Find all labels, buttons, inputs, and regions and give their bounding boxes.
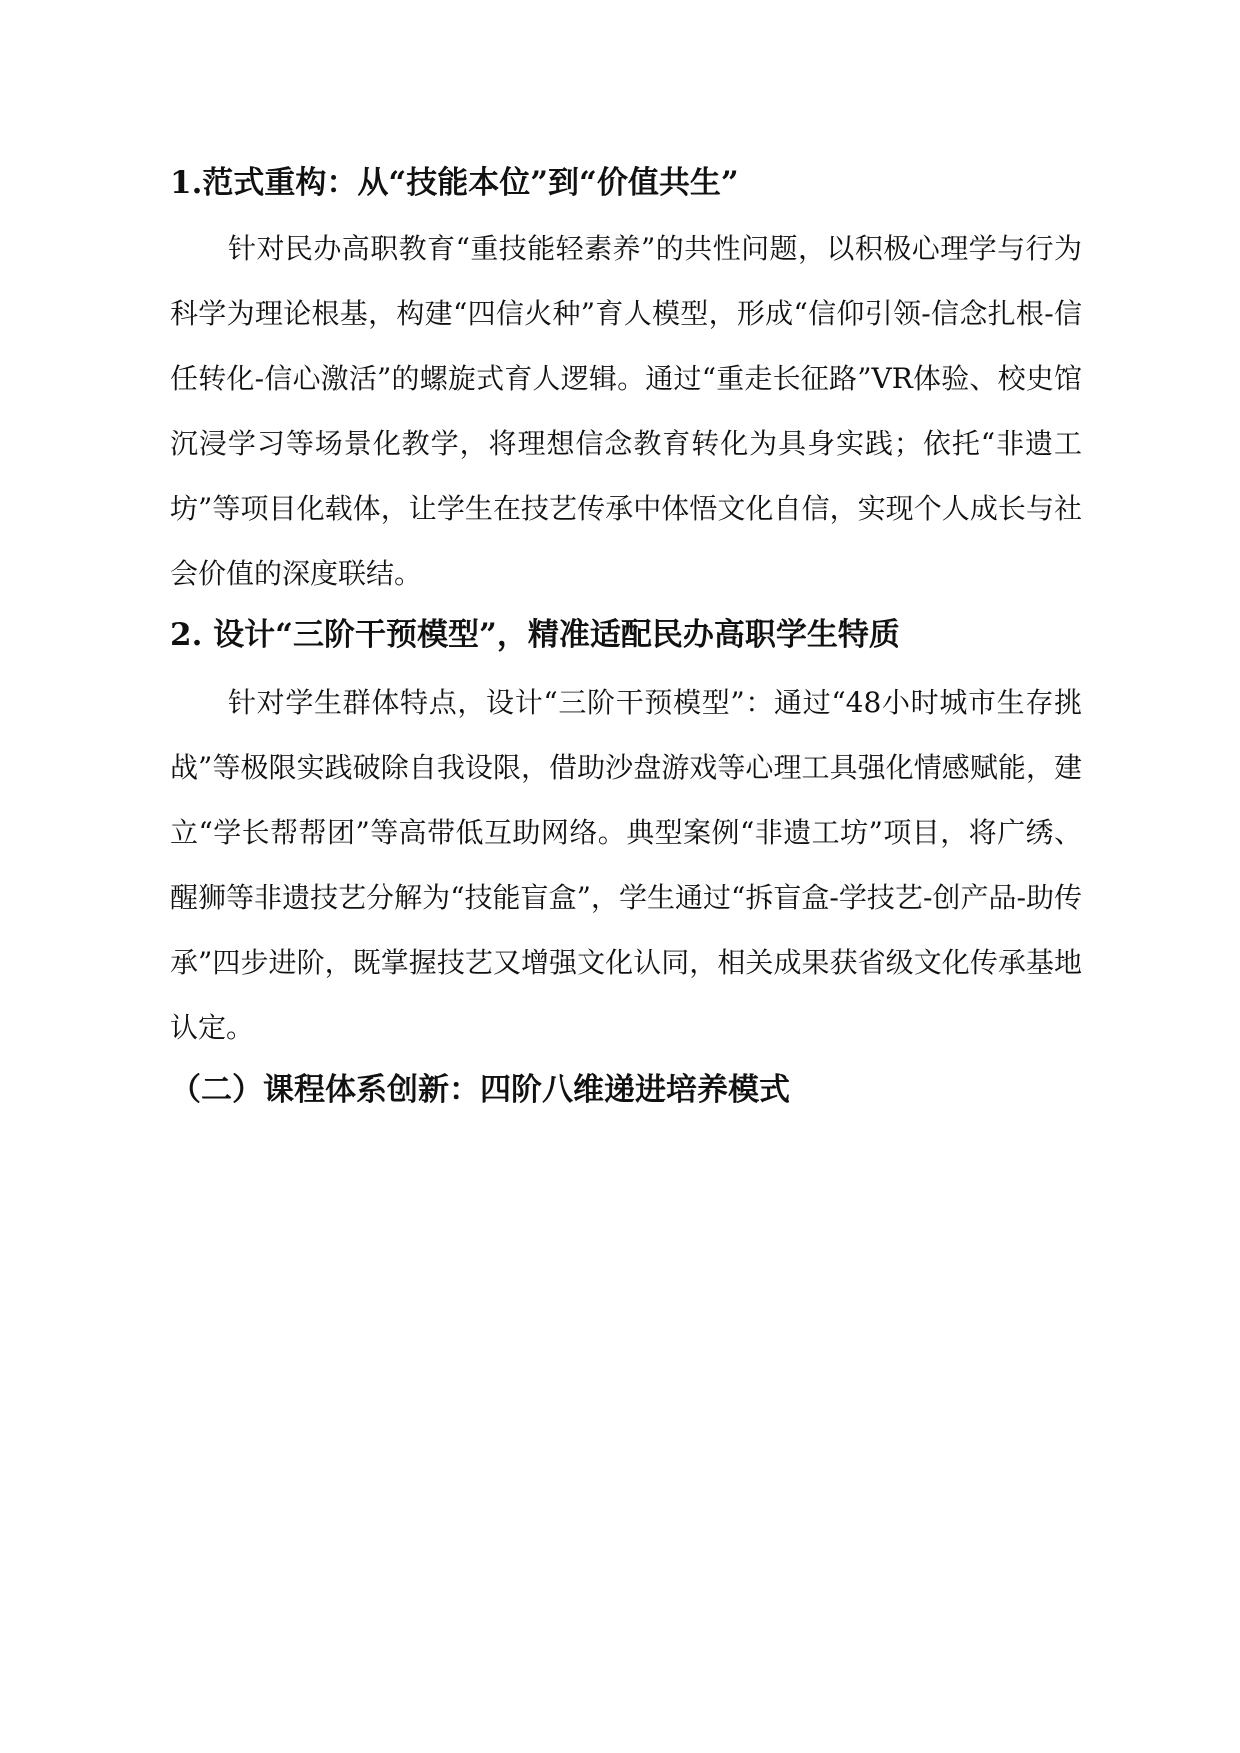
body-paragraph-1: 针对民办高职教育“重技能轻素养”的共性问题，以积极心理学与行为科学为理论根基，构建“四信火种”育人模型，形成“信仰引领-信念扎根-信任转化-信心激活”的螺旋式育人逻辑。通过“重走长征路”VR体验、校史馆沉浸学习等场景化教学，将理想信念教育转化为具身实践；依托“非遗工坊”等项目化载体，让学生在技艺传承中体悟文化自信，实现个人成长与社会价值的深度联结。 xyxy=(170,232,1082,590)
body-paragraph-2: 针对学生群体特点，设计“三阶干预模型”：通过“48小时城市生存挑战”等极限实践破除自我设限，借助沙盘游戏等心理工具强化情感赋能，建立“学长帮帮团”等高带低互助网络。典型案例“非遗工坊”项目，将广绣、醒狮等非遗技艺分解为“技能盲盒”，学生通过“拆盲盒-学技艺-创产品-助传承”四步进阶，既掌握技艺又增强文化认同，相关成果获省级文化传承基地认定。 xyxy=(170,686,1082,1044)
section-heading-3: （二）课程体系创新：四阶八维递进培养模式 xyxy=(170,1072,790,1108)
section-heading-2: 2. 设计“三阶干预模型”，精准适配民办高职学生特质 xyxy=(170,617,900,653)
section-heading-1: 1.范式重构：从“技能本位”到“价值共生” xyxy=(170,165,739,201)
